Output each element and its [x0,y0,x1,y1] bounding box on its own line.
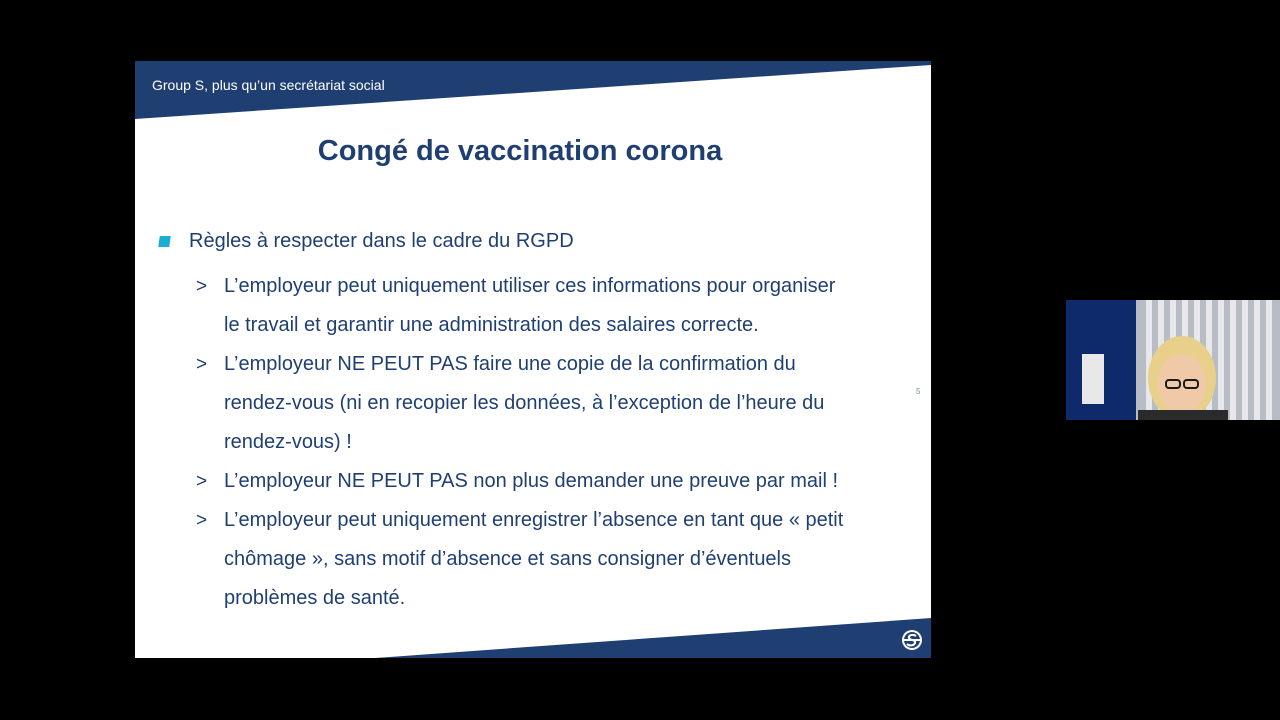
presentation-slide [135,61,931,658]
list-item [135,462,924,501]
page-number: 5 [916,387,921,396]
list-item [135,267,924,345]
list-item-line: L’employeur NE PEUT PAS faire une copie de la confirmation du [224,353,796,375]
list-item-line: rendez-vous (ni en recopier les données, à l’exception de l’heure du [224,392,825,414]
list-item-line: rendez-vous) ! [224,431,352,453]
chevron-right-icon: > [196,354,208,375]
list-item-line: le travail et garantir une administration des salaires correcte. [224,314,759,336]
chevron-right-icon: > [196,276,208,297]
chevron-right-icon: > [196,510,208,531]
slide-header-text: Group S, plus qu’un secrétariat social [152,77,385,93]
slide-content [135,228,931,618]
slide-title: Congé de vaccination corona [317,135,723,167]
section-heading [135,228,931,255]
list-item [135,345,924,462]
webcam-image [1066,300,1280,420]
section-heading-text: Règles à respecter dans le cadre du RGPD [189,230,574,252]
webcam-presenter-feed [1066,300,1280,420]
list-item-line: L’employeur peut uniquement utiliser ces informations pour organiser [224,275,836,297]
square-bullet-icon [158,236,171,247]
slide-footer-band [135,618,931,658]
list-item-line: chômage », sans motif d’absence et sans consigner d’éventuels [224,548,792,570]
list-item-line: problèmes de santé. [224,587,406,609]
list-item [135,501,924,618]
group-s-logo-icon [901,629,923,651]
list-item-line: L’employeur peut uniquement enregistrer l’absence en tant que « petit [224,509,844,531]
chevron-right-icon: > [196,471,208,492]
list-item-line: L’employeur NE PEUT PAS non plus demander une preuve par mail ! [224,470,839,492]
